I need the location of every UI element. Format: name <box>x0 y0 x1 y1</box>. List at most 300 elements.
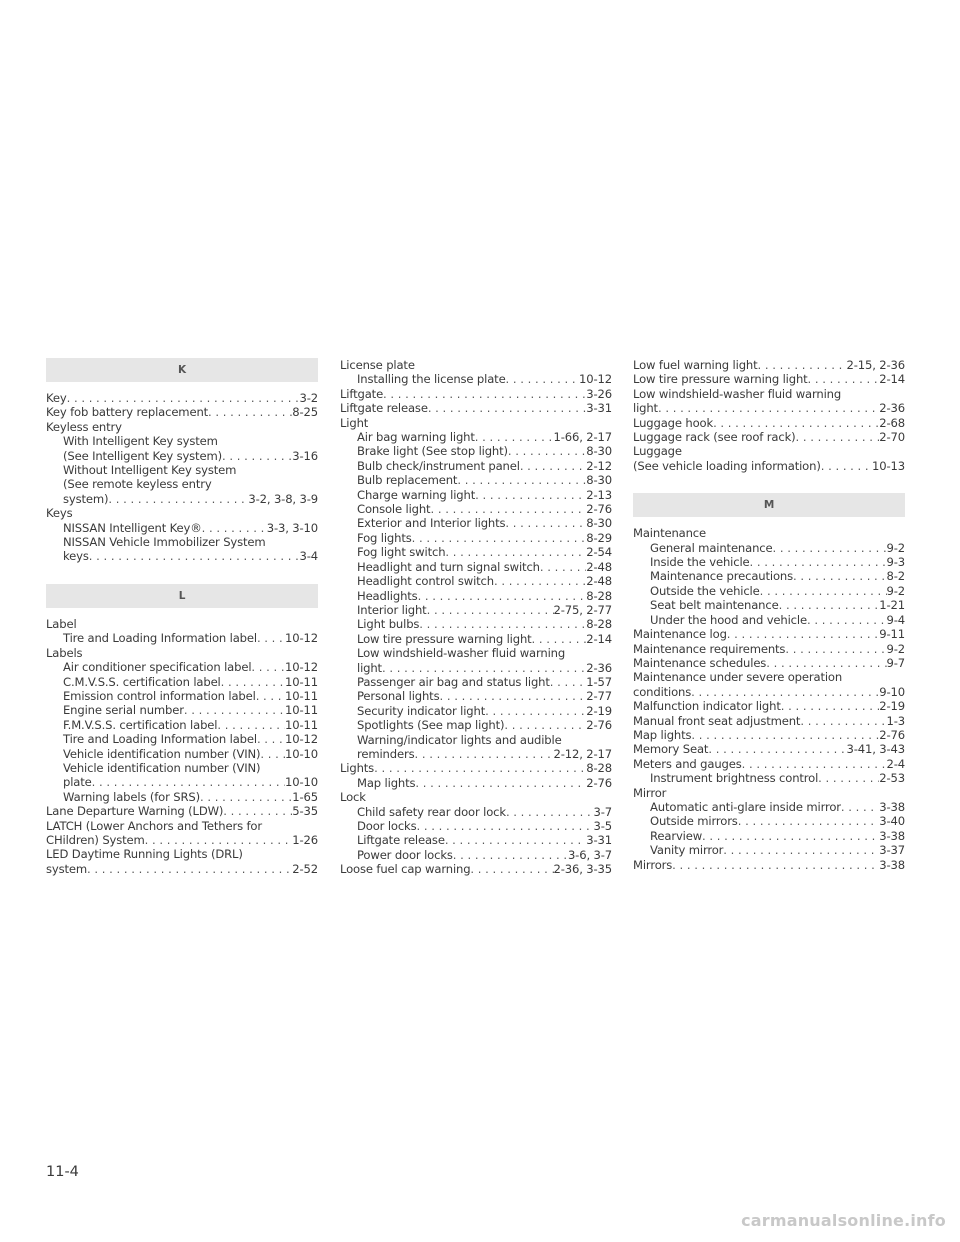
entry-page-ref: 1-57 <box>586 674 612 689</box>
index-entry <box>633 598 905 612</box>
entry-page-ref: 3-4 <box>299 549 318 564</box>
section-header: K <box>46 358 318 382</box>
dot-leader <box>781 699 880 713</box>
dot-leader <box>256 689 285 703</box>
entry-page-ref: 9-11 <box>879 627 905 642</box>
index-entry <box>46 449 318 463</box>
index-entry <box>633 358 905 372</box>
entry-page-ref: 10-11 <box>285 688 318 703</box>
index-heading: Mirror <box>633 785 667 800</box>
dot-leader <box>208 405 292 419</box>
dot-leader <box>427 603 554 617</box>
entry-page-ref: 10-12 <box>579 372 612 387</box>
entry-term: Brake light (See stop light) <box>357 444 508 459</box>
index-entry <box>340 387 612 401</box>
entry-page-ref: 3-2 <box>299 391 318 405</box>
section-header: M <box>633 493 905 517</box>
entry-term: Mirrors <box>633 857 673 872</box>
dot-leader <box>257 631 285 645</box>
dot-leader <box>200 790 292 804</box>
index-entry <box>633 656 905 670</box>
dot-leader <box>508 444 586 458</box>
dot-leader <box>382 661 586 675</box>
index-entry <box>340 516 612 530</box>
dot-leader <box>257 732 285 746</box>
entry-term: General maintenance <box>650 540 773 555</box>
entry-page-ref: 3-3, 3-10 <box>266 520 318 535</box>
index-entry <box>340 718 612 732</box>
index-entry <box>340 488 612 502</box>
entry-page-ref: 1-26 <box>292 832 318 847</box>
entry-page-ref: 1-65 <box>292 789 318 804</box>
entry-page-ref: 2-36 <box>879 401 905 416</box>
dot-leader <box>418 589 587 603</box>
dot-leader <box>785 642 886 656</box>
entry-term: Security indicator light <box>357 703 486 718</box>
dot-leader <box>766 656 886 670</box>
index-entry <box>340 704 612 718</box>
index-heading: Maintenance <box>633 526 707 541</box>
entry-term: Air bag warning light <box>357 430 475 445</box>
index-heading: NISSAN Vehicle Immobilizer System <box>63 535 266 550</box>
dot-leader <box>672 858 879 872</box>
index-entry <box>633 858 905 872</box>
entry-term: light <box>633 401 658 416</box>
entry-page-ref: 3-37 <box>879 843 905 858</box>
entry-term: Low fuel warning light <box>633 358 758 372</box>
entry-term: Engine serial number <box>63 703 184 718</box>
dot-leader <box>87 862 292 876</box>
entry-term: conditions <box>633 684 692 699</box>
index-entry <box>46 862 318 876</box>
index-entry <box>46 660 318 674</box>
entry-page-ref: 8-29 <box>586 530 612 545</box>
index-entry <box>340 444 612 458</box>
entry-page-ref: 3-41, 3-43 <box>846 742 905 757</box>
entry-term: Headlight control switch <box>357 574 494 589</box>
index-heading: Lock <box>340 790 366 805</box>
entry-page-ref: 10-10 <box>285 746 318 761</box>
entry-page-ref: 10-12 <box>285 660 318 675</box>
index-entry <box>46 631 318 645</box>
index-entry <box>340 430 612 444</box>
index-heading: Low windshield-washer fluid warning <box>357 646 566 661</box>
index-heading: Keyless entry <box>46 419 122 434</box>
entry-page-ref: 2-76 <box>586 718 612 733</box>
entry-page-ref: 2-70 <box>879 430 905 445</box>
entry-term: Map lights <box>357 775 416 790</box>
dot-leader <box>760 584 887 598</box>
index-heading: Keys <box>46 506 73 521</box>
entry-term: Under the hood and vehicle <box>650 612 807 627</box>
entry-term: Vanity mirror <box>650 843 724 858</box>
index-entry <box>46 689 318 703</box>
index-heading: LED Daytime Running Lights (DRL) <box>46 847 243 862</box>
dot-leader <box>738 814 880 828</box>
dot-leader <box>702 829 879 843</box>
entry-term: Maintenance precautions <box>650 569 793 584</box>
dot-leader <box>532 632 587 646</box>
entry-page-ref: 8-30 <box>586 444 612 459</box>
entry-term: Meters and gauges <box>633 756 742 771</box>
entry-page-ref: 2-12 <box>586 458 612 473</box>
index-heading: Warning/indicator lights and audible <box>357 732 562 747</box>
index-entry <box>340 603 612 617</box>
index-entry <box>633 569 905 583</box>
dot-leader <box>708 742 846 756</box>
entry-term: Map lights <box>633 727 692 742</box>
entry-page-ref: 10-11 <box>285 703 318 718</box>
entry-term: Charge warning light <box>357 487 476 502</box>
index-entry <box>340 502 612 516</box>
dot-leader <box>439 689 586 703</box>
dot-leader <box>217 718 285 732</box>
entry-term: Outside the vehicle <box>650 583 760 598</box>
entry-term: keys <box>63 549 89 564</box>
entry-term: Maintenance log <box>633 627 727 642</box>
entry-page-ref: 2-75, 2-77 <box>553 602 612 617</box>
entry-term: Maintenance schedules <box>633 655 767 670</box>
entry-page-ref: 3-16 <box>292 448 318 463</box>
entry-term: Exterior and Interior lights <box>357 516 506 531</box>
dot-leader <box>793 569 887 583</box>
dot-leader <box>691 728 879 742</box>
entry-term: Luggage rack (see roof rack) <box>633 430 796 445</box>
dot-leader <box>453 848 568 862</box>
dot-leader <box>445 545 586 559</box>
index-heading: (See remote keyless entry <box>63 477 212 492</box>
entry-term: Emission control information label <box>63 688 256 703</box>
entry-term: Memory Seat <box>633 742 709 757</box>
dot-leader <box>504 718 586 732</box>
entry-term: Luggage hook <box>633 415 714 430</box>
entry-term: C.M.V.S.S. certification label <box>63 674 221 689</box>
index-entry <box>340 560 612 574</box>
index-heading: Label <box>46 616 77 631</box>
entry-term: Tire and Loading Information label <box>63 732 257 747</box>
entry-page-ref: 2-15, 2-36 <box>846 358 905 372</box>
entry-term: Maintenance requirements <box>633 641 786 656</box>
entry-page-ref: 2-76 <box>879 727 905 742</box>
index-entry <box>633 627 905 641</box>
dot-leader <box>374 761 586 775</box>
entry-page-ref: 2-12, 2-17 <box>553 746 612 761</box>
dot-leader <box>796 430 880 444</box>
index-entry <box>46 405 318 419</box>
index-entry <box>46 703 318 717</box>
index-column-1 <box>46 358 318 876</box>
index-entry <box>340 401 612 415</box>
index-entry <box>46 718 318 732</box>
entry-page-ref: 3-31 <box>586 833 612 848</box>
entry-term: Outside mirrors <box>650 814 738 829</box>
entry-page-ref: 3-26 <box>586 386 612 401</box>
index-entry <box>340 819 612 833</box>
index-heading: Labels <box>46 645 83 660</box>
entry-term: reminders <box>357 746 415 761</box>
index-column-3 <box>633 358 905 872</box>
dot-leader <box>457 473 586 487</box>
entry-term: light <box>357 660 382 675</box>
entry-page-ref: 2-52 <box>292 861 318 876</box>
index-entry <box>46 549 318 563</box>
index-entry <box>46 775 318 789</box>
page-number: 11-4 <box>46 1164 79 1180</box>
dot-leader <box>691 685 879 699</box>
dot-leader <box>470 862 553 876</box>
dot-leader <box>430 502 586 516</box>
entry-page-ref: 9-2 <box>886 583 905 598</box>
index-entry <box>633 771 905 785</box>
entry-term: Loose fuel cap warning <box>340 862 471 877</box>
entry-term: Installing the license plate <box>357 372 506 387</box>
dot-leader <box>779 598 880 612</box>
entry-page-ref: 10-11 <box>285 717 318 732</box>
entry-page-ref: 1-66, 2-17 <box>553 430 612 445</box>
dot-leader <box>415 776 586 790</box>
dot-leader <box>414 747 553 761</box>
entry-term: Low tire pressure warning light <box>633 372 808 387</box>
dot-leader <box>67 391 300 405</box>
dot-leader <box>221 675 285 689</box>
entry-term: Headlight and turn signal switch <box>357 559 540 574</box>
index-entry <box>340 761 612 775</box>
entry-page-ref: 1-3 <box>886 713 905 728</box>
entry-page-ref: 8-28 <box>586 588 612 603</box>
entry-term: Fog light switch <box>357 545 446 560</box>
entry-page-ref: 8-2 <box>886 569 905 584</box>
index-entry <box>633 757 905 771</box>
index-entry <box>46 675 318 689</box>
entry-page-ref: 2-36 <box>586 660 612 675</box>
index-heading: Without Intelligent Key system <box>63 463 237 478</box>
index-entry <box>633 814 905 828</box>
entry-term: Instrument brightness control <box>650 771 819 786</box>
dot-leader <box>520 459 586 473</box>
entry-page-ref: 10-10 <box>285 775 318 790</box>
entry-page-ref: 2-48 <box>586 559 612 574</box>
index-entry <box>633 372 905 386</box>
entry-page-ref: 8-30 <box>586 473 612 488</box>
entry-term: Manual front seat adjustment <box>633 713 801 728</box>
dot-leader <box>772 541 886 555</box>
entry-page-ref: 2-76 <box>586 502 612 517</box>
entry-term: Rearview <box>650 828 703 843</box>
dot-leader <box>89 549 300 563</box>
entry-page-ref: 2-54 <box>586 545 612 560</box>
section-gap <box>46 564 318 584</box>
entry-page-ref: 2-13 <box>586 487 612 502</box>
index-entry <box>340 617 612 631</box>
entry-term: Console light <box>357 502 431 517</box>
dot-leader <box>383 387 586 401</box>
watermark: carmanualsonline.info <box>741 1211 946 1230</box>
index-entry <box>46 747 318 761</box>
index-entry <box>340 848 612 862</box>
index-entry <box>633 555 905 569</box>
index-entry <box>46 804 318 818</box>
entry-term: (See vehicle loading information) <box>633 458 821 473</box>
dot-leader <box>412 531 587 545</box>
entry-page-ref: 2-48 <box>586 574 612 589</box>
entry-page-ref: 2-68 <box>879 415 905 430</box>
entry-page-ref: 5-35 <box>292 804 318 819</box>
entry-page-ref: 2-14 <box>586 631 612 646</box>
index-heading: Luggage <box>633 444 682 459</box>
dot-leader <box>800 714 886 728</box>
entry-page-ref: 10-11 <box>285 674 318 689</box>
entry-term: Key fob battery replacement <box>46 405 209 420</box>
dot-leader <box>550 675 587 689</box>
entry-term: Tire and Loading Information label <box>63 631 257 646</box>
entry-page-ref: 9-2 <box>886 540 905 555</box>
index-entry <box>340 632 612 646</box>
dot-leader <box>485 704 586 718</box>
dot-leader <box>475 488 586 502</box>
index-entry <box>340 862 612 876</box>
entry-term: F.M.V.S.S. certification label <box>63 717 218 732</box>
dot-leader <box>184 703 285 717</box>
dot-leader <box>445 833 586 847</box>
entry-page-ref: 3-38 <box>879 857 905 872</box>
index-heading: Low windshield-washer fluid warning <box>633 386 842 401</box>
dot-leader <box>260 747 285 761</box>
entry-term: Bulb check/instrument panel <box>357 458 520 473</box>
index-entry <box>633 541 905 555</box>
entry-term: Light bulbs <box>357 617 420 632</box>
index-entry <box>633 416 905 430</box>
index-entry <box>46 833 318 847</box>
index-column-2 <box>340 358 612 877</box>
entry-term: Child safety rear door lock <box>357 804 506 819</box>
dot-leader <box>494 574 586 588</box>
dot-leader <box>145 833 293 847</box>
index-entry <box>633 584 905 598</box>
section-gap <box>633 473 905 493</box>
dot-leader <box>807 613 887 627</box>
index-entry <box>340 833 612 847</box>
index-entry <box>340 805 612 819</box>
dot-leader <box>92 775 285 789</box>
entry-page-ref: 9-3 <box>886 555 905 570</box>
index-entry <box>633 685 905 699</box>
entry-page-ref: 2-19 <box>879 699 905 714</box>
entry-term: Air conditioner specification label <box>63 660 252 675</box>
index-entry <box>633 843 905 857</box>
entry-page-ref: 3-5 <box>593 819 612 833</box>
dot-leader <box>251 660 285 674</box>
index-entry <box>340 473 612 487</box>
index-entry <box>46 732 318 746</box>
entry-page-ref: 9-4 <box>886 612 905 627</box>
entry-page-ref: 2-76 <box>586 775 612 790</box>
index-entry <box>340 372 612 386</box>
dot-leader <box>202 521 267 535</box>
entry-term: (See Intelligent Key system) <box>63 448 222 463</box>
index-entry <box>633 714 905 728</box>
index-entry <box>46 790 318 804</box>
entry-term: Inside the vehicle <box>650 555 750 570</box>
index-entry <box>340 531 612 545</box>
section-header: L <box>46 584 318 608</box>
entry-term: Vehicle identification number (VIN) <box>63 746 261 761</box>
entry-term: Key <box>46 391 67 405</box>
entry-page-ref: 3-40 <box>879 814 905 829</box>
entry-term: plate <box>63 775 92 790</box>
dot-leader <box>417 819 594 833</box>
index-entry <box>340 545 612 559</box>
entry-page-ref: 2-19 <box>586 703 612 718</box>
index-heading: With Intelligent Key system <box>63 434 218 449</box>
index-entry <box>633 800 905 814</box>
entry-page-ref: 8-28 <box>586 617 612 632</box>
index-entry <box>633 430 905 444</box>
entry-page-ref: 1-21 <box>879 598 905 613</box>
entry-term: system <box>46 861 88 876</box>
entry-page-ref: 8-25 <box>292 405 318 420</box>
entry-page-ref: 3-2, 3-8, 3-9 <box>248 491 318 506</box>
entry-term: Headlights <box>357 588 418 603</box>
entry-page-ref: 8-30 <box>586 516 612 531</box>
index-entry <box>633 401 905 415</box>
index-heading: License plate <box>340 358 415 372</box>
index-entry <box>46 391 318 405</box>
entry-term: Low tire pressure warning light <box>357 631 532 646</box>
entry-page-ref: 3-7 <box>593 804 612 819</box>
entry-term: Liftgate <box>340 386 384 401</box>
index-entry <box>633 742 905 756</box>
dot-leader <box>475 430 554 444</box>
entry-page-ref: 10-12 <box>285 631 318 646</box>
entry-term: CHildren) System <box>46 832 145 847</box>
index-entry <box>46 521 318 535</box>
entry-page-ref: 3-38 <box>879 828 905 843</box>
entry-page-ref: 10-12 <box>285 732 318 747</box>
entry-page-ref: 9-7 <box>886 655 905 670</box>
index-entry <box>46 492 318 506</box>
index-entry <box>633 829 905 843</box>
entry-term: Lane Departure Warning (LDW) <box>46 804 224 819</box>
index-entry <box>340 574 612 588</box>
dot-leader <box>222 449 292 463</box>
dot-leader <box>506 372 580 386</box>
index-entry <box>633 642 905 656</box>
index-heading: Maintenance under severe operation <box>633 670 843 685</box>
entry-term: Liftgate release <box>357 833 445 848</box>
entry-page-ref: 8-28 <box>586 761 612 776</box>
entry-term: Lights <box>340 761 375 776</box>
index-entry <box>340 589 612 603</box>
index-entry <box>340 776 612 790</box>
dot-leader <box>758 358 847 372</box>
index-heading: Light <box>340 415 369 430</box>
entry-term: Power door locks <box>357 847 453 862</box>
dot-leader <box>223 804 292 818</box>
index-entry <box>633 699 905 713</box>
entry-term: Warning labels (for SRS) <box>63 789 200 804</box>
index-heading: Vehicle identification number (VIN) <box>63 760 261 775</box>
entry-page-ref: 9-2 <box>886 641 905 656</box>
dot-leader <box>727 627 880 641</box>
dot-leader <box>658 401 879 415</box>
dot-leader <box>723 843 879 857</box>
dot-leader <box>818 771 879 785</box>
dot-leader <box>713 416 879 430</box>
index-entry <box>340 689 612 703</box>
dot-leader <box>540 560 586 574</box>
dot-leader <box>750 555 887 569</box>
entry-page-ref: 9-10 <box>879 684 905 699</box>
